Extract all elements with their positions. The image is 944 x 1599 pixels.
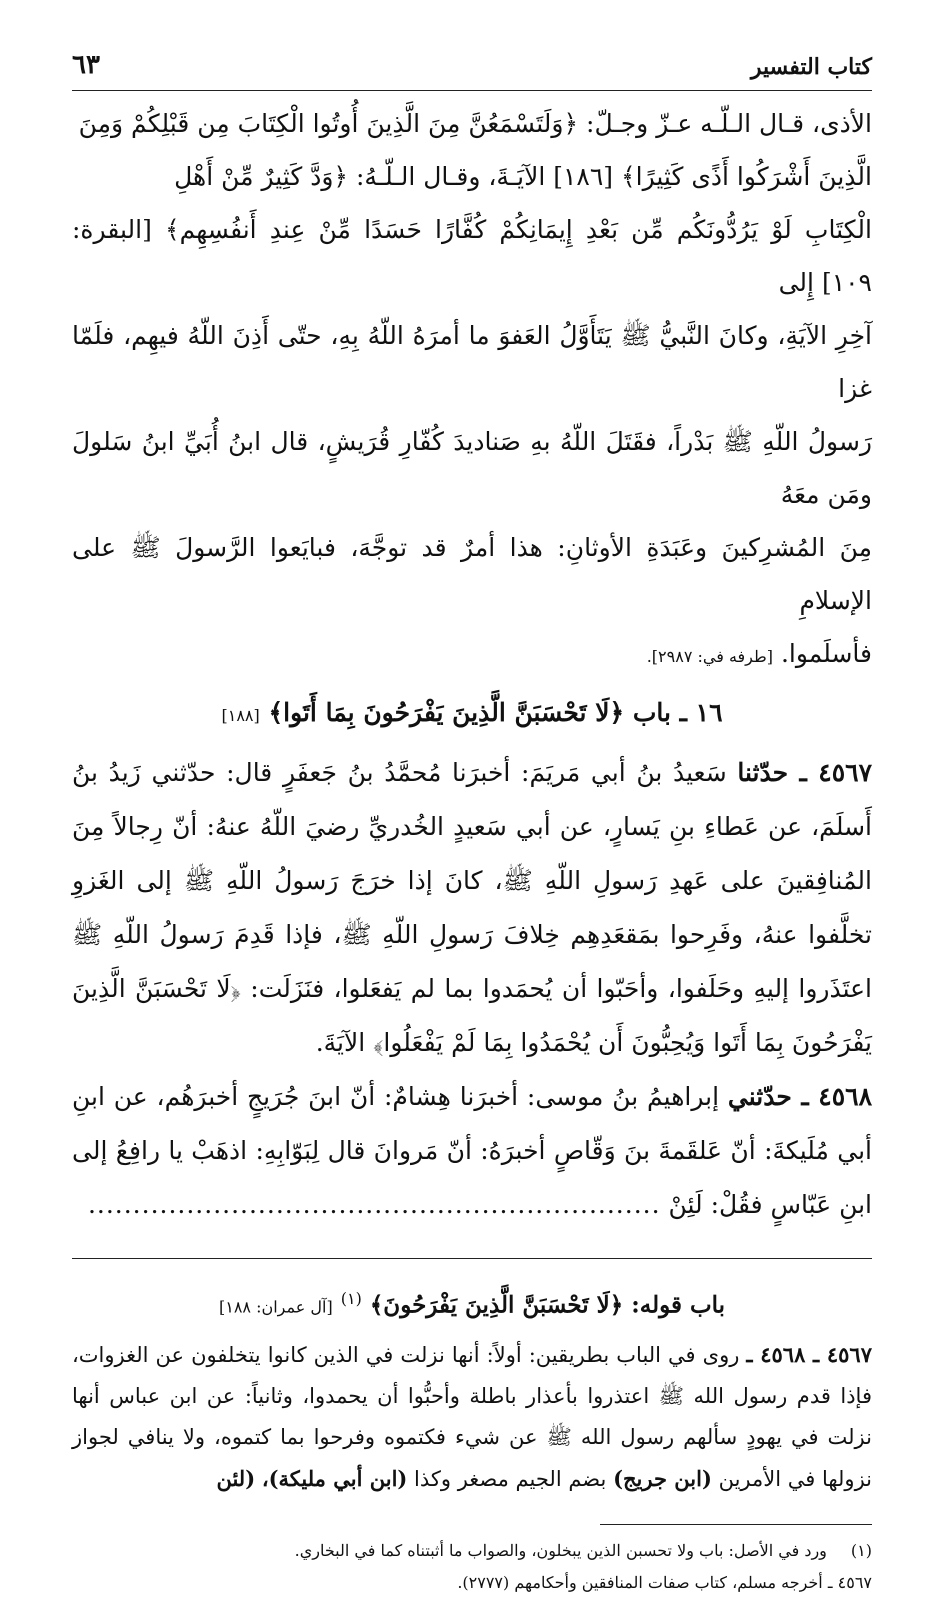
commentary-bold-term: (ابن أبي مليكة)، [261,1465,408,1491]
commentary-body: بضم الجيم مصغر وكذا [414,1466,607,1491]
chapter-verse: ﴿لَا تَحْسَبَنَّ الَّذِينَ يَفْرَحُونَ بِمَا أَتَوا﴾ [268,698,625,727]
footnote-number: ٤٥٦٧ ـ [827,1572,872,1592]
commentary-heading-ref: [آل عمران: ١٨٨] [218,1297,333,1317]
footnote-item [72,1567,872,1599]
commentary [72,1279,872,1500]
hadith-4567 [72,746,872,1070]
text-line: آخِرِ الآيَةِ، وكانَ النَّبيُّ ﷺ يَتَأَوَّلُ العَفوَ ما أمرَهُ اللّهُ بِهِ، حتّى أَذِنَ اللّهُ فيهِم، فلَمّا غزا [72,321,872,403]
hadith-text: سَعيدُ بنُ أبي مَريَمَ: أخبرَنا مُحمَّدُ بنُ جَعفَرٍ قال: حدّثني زَيدُ بنُ أَسلَمَ، عن عَطاءِ بنِ يَسارٍ، عن أبي سَعيدٍ الخُدريِّ رضيَ اللّهُ عنهُ: أنّ رِجالاً مِنَ المُنافِقينَ على عَهدِ رَسولِ اللّهِ ﷺ، كانَ إذا خرَجَ رَسولُ اللّهِ ﷺ إلى الغَزوِ تخلَّفوا عنهُ، وفَرِحوا بمَقعَدِهِم خِلافَ رَسولِ اللّهِ ﷺ، فإذا قَدِمَ رَسولُ اللّهِ ﷺ اعتَذَروا إليهِ وحَلَفوا، وأحَبّوا أن يُحمَدوا بما لم يَفعَلوا، فنَزَلَت: ﴿لَا تَحْسَبَنَّ الَّذِينَ يَفْرَحُونَ بِمَا أَتَوا وَيُحِبُّونَ أَن يُحْمَدُوا بِمَا لَمْ يَفْعَلُوا﴾ الآيَةَ. [72,758,872,1057]
text-line: الْكِتَابِ لَوْ يَرُدُّونَكُم مِّن بَعْدِ إِيمَانِكُمْ كُفَّارًا حَسَدًا مِّنْ عِندِ أَنفُسِهِم﴾ [البقرة: ١٠٩] إِلى [72,215,872,297]
page-header [72,40,872,91]
commentary-bold-term: (لئن [216,1465,256,1491]
commentary-lead: ٤٥٦٧ ـ ٤٥٦٨ ـ [746,1341,872,1367]
chapter-label: ١٦ ـ باب [632,698,723,727]
hadith-number: ٤٥٦٧ ـ حدّثنا [737,758,872,787]
cross-reference: [طرفه في: ٢٩٨٧]. [646,647,773,666]
commentary-body: روى في الباب بطريقين: أولاً: أنها نزلت في الذين كانوا يتخلفون عن الغزوات، فإذا قدم رسول الله ﷺ اعتذروا بأعذار باطلة وأحبُّوا أن يحمدوا، وثانياً: عن ابن عباس أنها نزلت في يهودٍ سألهم رسول الله ﷺ عن شيء فكتموه وفرحوا بما كتموه، ولا ينافي لجواز نزولها في الأمرين [72,1342,872,1491]
commentary-text [72,1334,872,1500]
chapter-heading [72,685,872,744]
page-number: ٦٣ [72,50,100,80]
text-line-last [72,627,872,683]
chapter-ref: [١٨٨] [221,706,260,725]
footnote-marker: (١) [340,1289,362,1308]
hadith-number: ٤٥٦٨ ـ حدّثني [727,1082,872,1111]
hadith-4568 [72,1070,872,1232]
footnotes [72,1535,872,1599]
paragraph-1 [72,97,872,683]
text-line: رَسولُ اللّهِ ﷺ بَدْراً، فقَتَلَ اللّهُ بهِ صَناديدَ كُفّارِ قُرَيشٍ، قال ابنُ أُبَيِّ ابنُ سَلولَ ومَن معَهُ [72,427,872,509]
footnote-text: ورد في الأصل: باب ولا تحسبن الذين يبخلون، والصواب ما أثبتناه كما في البخاري. [294,1540,827,1560]
commentary-heading-verse: ﴿لَا تَحْسَبَنَّ الَّذِينَ يَفْرَحُونَ﴾ [369,1291,624,1319]
paragraph-end: فأسلَموا. [780,639,872,668]
footnote-item [72,1535,872,1567]
footnote-text: أخرجه مسلم، كتاب صفات المنافقين وأحكامهم (٢٧٧٧). [457,1572,823,1592]
text-line: الأذى، قـال الـلّـه عـزّ وجـلّ: ﴿وَلَتَسْمَعُنَّ مِنَ الَّذِينَ أُوتُوا الْكِتَابَ مِن قَبْلِكُمْ وَمِنَ [78,109,872,138]
commentary-heading [72,1279,872,1328]
book-page [72,40,872,1599]
hadith-text: إبراهيمُ بنُ موسى: أخبرَنا هِشامٌ: أنّ ابنَ جُرَيجٍ أخبرَهُم، عن ابنِ أبي مُلَيكةَ: أنّ عَلقَمةَ بنَ وَقّاصٍ أخبرَهُ: أنّ مَروانَ قال لِبَوّابِهِ: اذهَبْ يا رافِعُ إلى ابنِ عَبّاسٍ فقُلْ: لَئِنْ [72,1082,872,1219]
commentary-divider [72,1258,872,1259]
footnote-number: (١) [850,1540,872,1560]
commentary-bold-term: (ابن جريج) [613,1465,712,1491]
text-line: مِنَ المُشرِكينَ وعَبَدَةِ الأوثانِ: هذا أمرٌ قد توجَّهَ، فبايَعوا الرَّسولَ ﷺ على الإسلامِ [72,533,872,615]
running-title: كتاب التفسير [750,54,872,80]
footnote-divider [600,1524,872,1525]
continuation-dots: ................................................................ [87,1190,661,1219]
text-line: الَّذِينَ أَشْرَكُوا أَذًى كَثِيرًا﴾ [١٨٦] الآيَـةَ، وقـال الـلّـهُ: ﴿وَدَّ كَثِيرٌ مِّنْ أَهْلِ [174,162,872,191]
main-text [72,97,872,1232]
commentary-heading-label: باب قوله: [631,1291,726,1319]
